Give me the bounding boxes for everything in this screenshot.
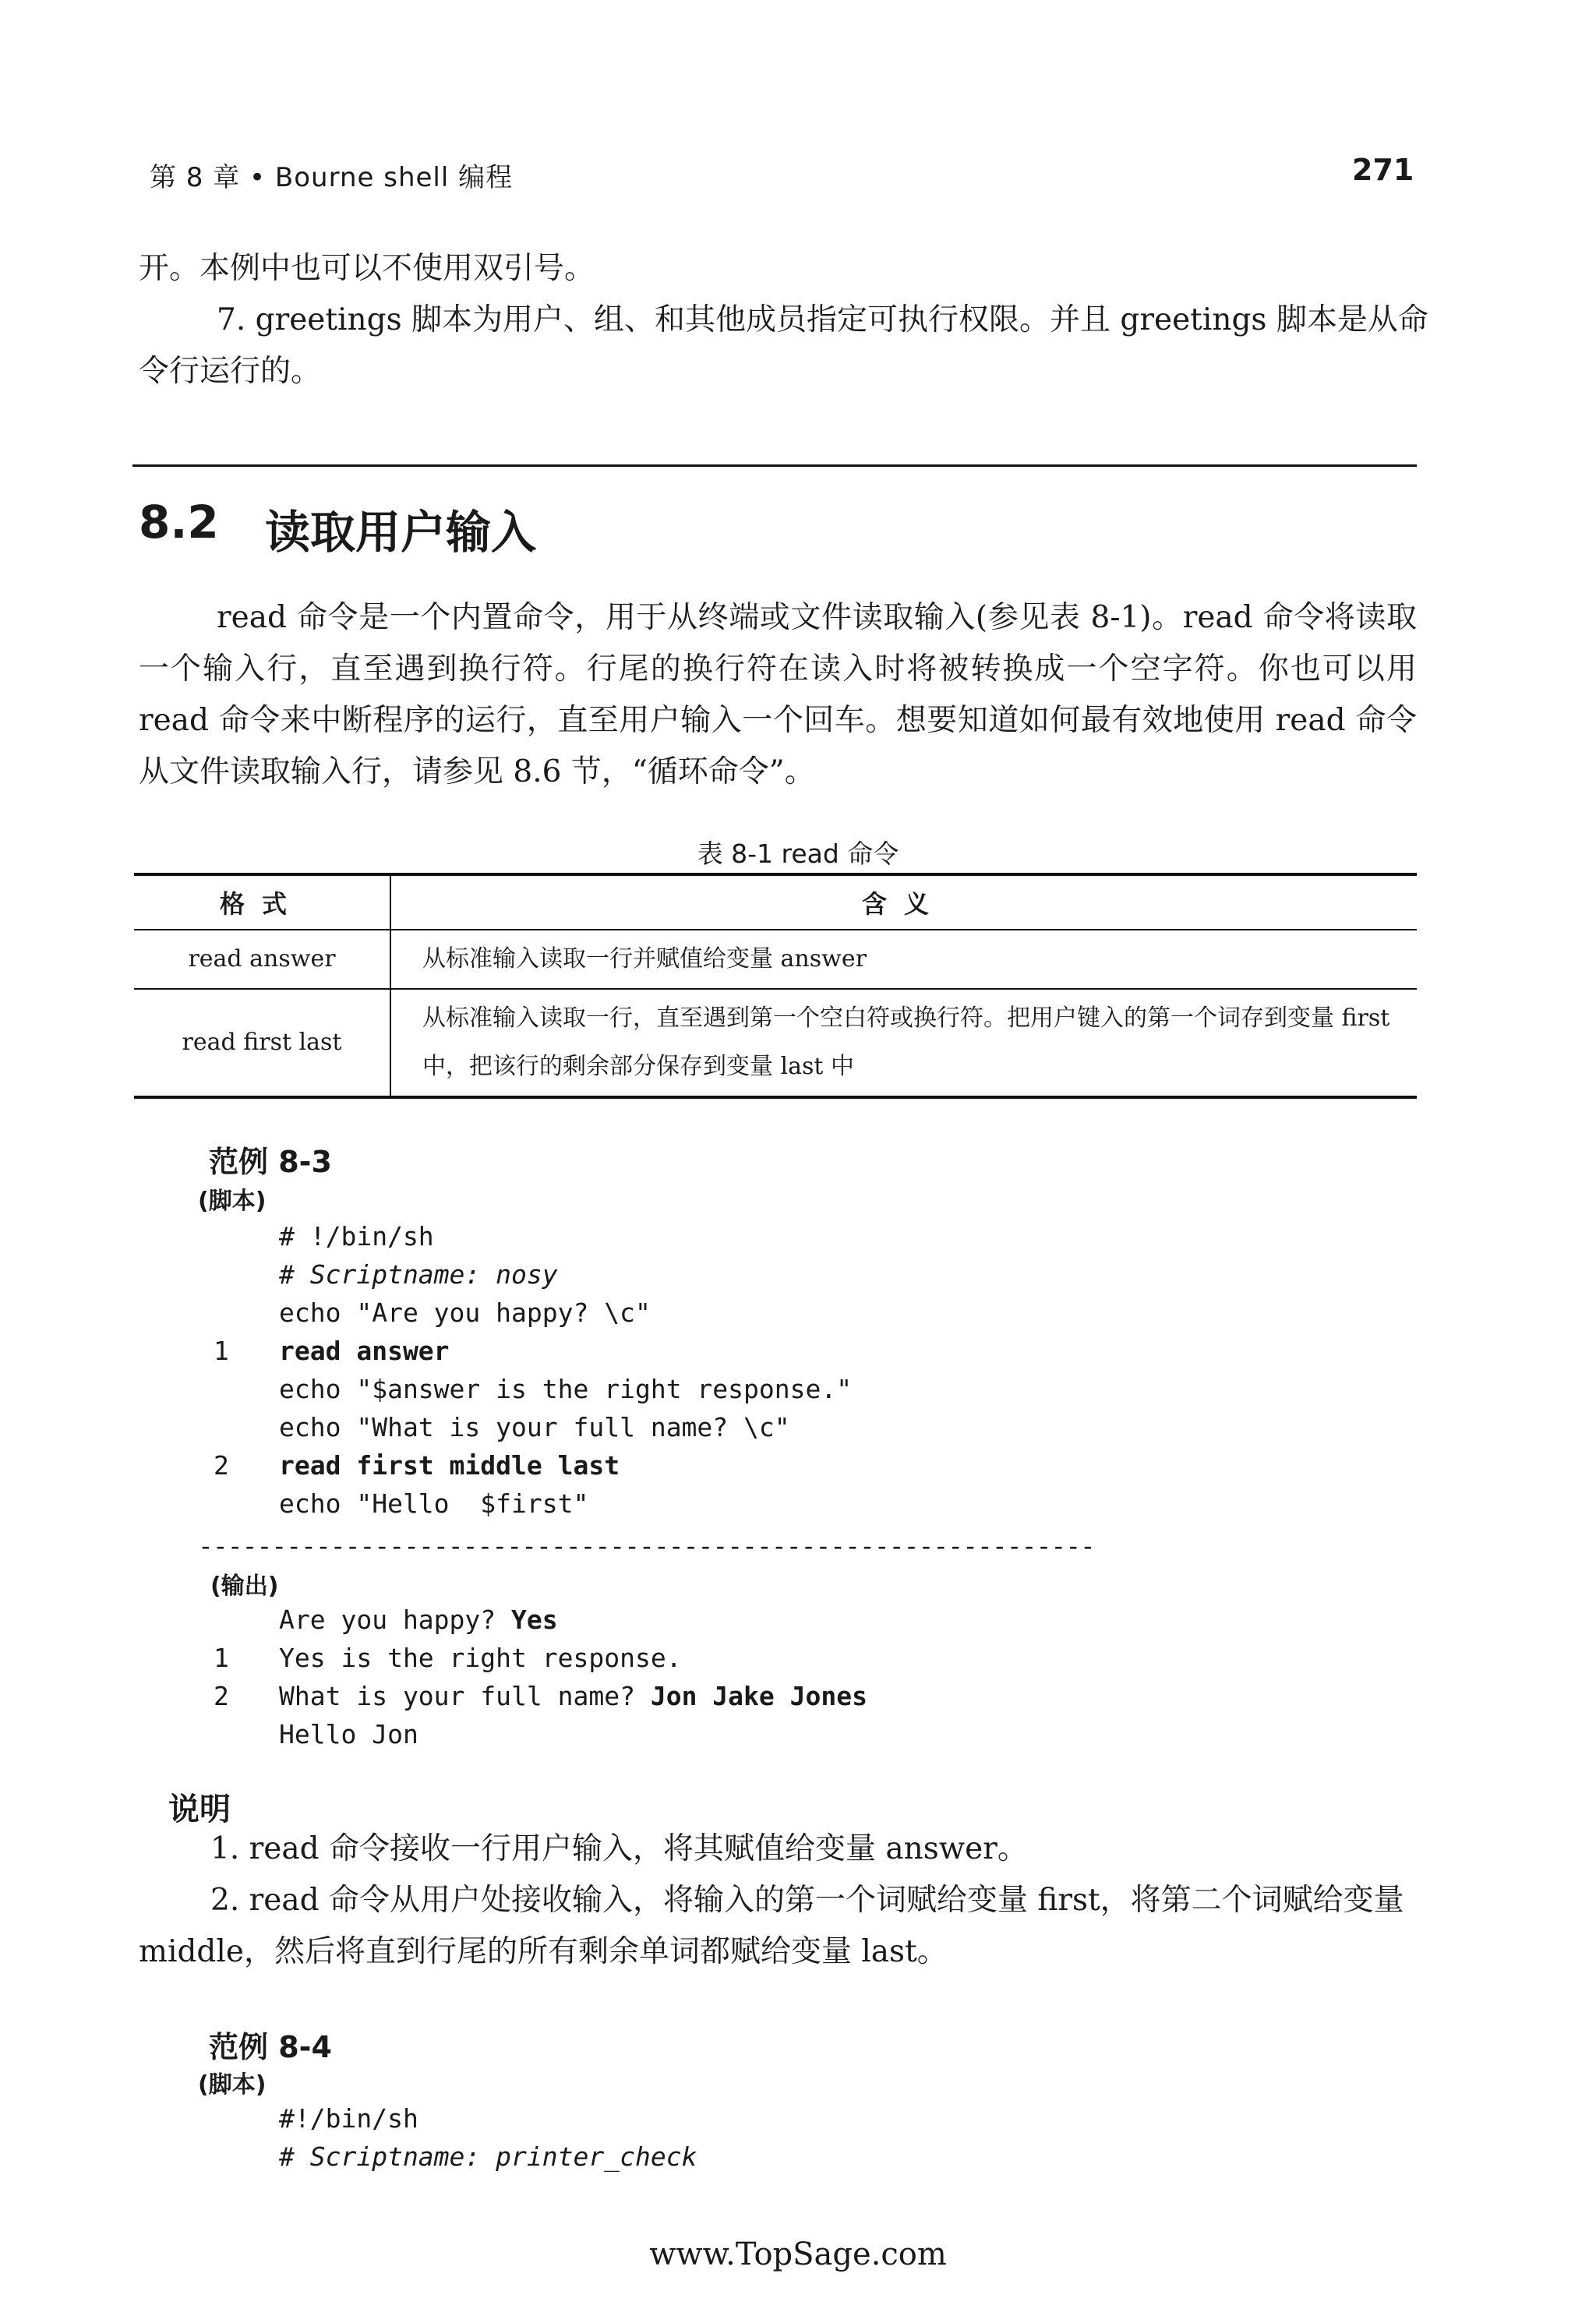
line-number: 2 bbox=[214, 1450, 229, 1481]
user-input-text: Yes bbox=[511, 1605, 558, 1635]
section-body: read 命令是一个内置命令，用于从终端或文件读取输入(参见表 8-1)。read 命令将读取一个输入行，直至遇到换行符。行尾的换行符在读入时将被转换成一个空字符。你也可以用 read 命令来中断程序的运行，直至用户输入一个回车。想要知道如何最有效地使用 read 命令从文件读取输入行，请参见 8.6 节，“循环命令”。 bbox=[139, 600, 1417, 789]
footer-url: www.TopSage.com bbox=[649, 2237, 947, 2272]
code-line bbox=[279, 1332, 450, 1370]
page-number: 271 bbox=[1352, 153, 1414, 187]
table-caption: 表 8-1 read 命令 bbox=[697, 838, 899, 869]
code-line: echo "Are you happy? \c" bbox=[279, 1297, 651, 1328]
section-number: 8.2 bbox=[139, 496, 219, 549]
note-item-2: 2. read 命令从用户处接收输入，将输入的第一个词赋给变量 first，将第二个词赋给变量 middle，然后将直到行尾的所有剩余单词都赋给变量 last。 bbox=[139, 1883, 1404, 1969]
code-bold: read answer bbox=[279, 1336, 450, 1366]
table-header-row bbox=[134, 874, 1417, 930]
example-title: 范例 8-3 bbox=[209, 1145, 332, 1179]
section-title: 读取用户输入 bbox=[265, 506, 537, 559]
code-line: #!/bin/sh bbox=[279, 2103, 418, 2134]
code-line bbox=[279, 1255, 558, 1294]
chapter-header: 第 8 章 • Bourne shell 编程 bbox=[150, 162, 514, 193]
output-line bbox=[279, 1715, 418, 1753]
line-number: 1 bbox=[214, 1643, 229, 1673]
table-cell-meaning: 从标准输入读取一行并赋值给变量 answer bbox=[390, 930, 1417, 989]
code-bold: read first middle last bbox=[279, 1450, 620, 1481]
notes-title: 说明 bbox=[168, 1792, 231, 1827]
line-number: 2 bbox=[214, 1681, 229, 1711]
code-line: echo "Hello $first" bbox=[279, 1488, 589, 1519]
table-cell-format: read first last bbox=[134, 989, 390, 1097]
read-command-table bbox=[134, 873, 1417, 1099]
output-separator: ------------------------------------------------------------- bbox=[198, 1530, 1095, 1561]
intro-paragraph-2: 7. greetings 脚本为用户、组、和其他成员指定可执行权限。并且 greetings 脚本是从命令行运行的。 bbox=[139, 302, 1428, 389]
section-divider bbox=[132, 464, 1417, 467]
code-line: # !/bin/sh bbox=[279, 1221, 434, 1252]
output-text: Hello Jon bbox=[279, 1719, 418, 1749]
table-row bbox=[134, 930, 1417, 989]
output-text: Are you happy? bbox=[279, 1605, 512, 1635]
script-label: (脚本) bbox=[198, 2071, 267, 2099]
code-line: echo "$answer is the right response." bbox=[279, 1374, 853, 1404]
table-cell-meaning: 从标准输入读取一行，直至遇到第一个空白符或换行符。把用户键入的第一个词存到变量 first 中，把该行的剩余部分保存到变量 last 中 bbox=[390, 989, 1417, 1097]
code-line bbox=[279, 2138, 697, 2176]
line-number: 1 bbox=[214, 1336, 229, 1366]
intro-paragraph-1: 开。本例中也可以不使用双引号。 bbox=[139, 251, 595, 286]
table-row bbox=[134, 989, 1417, 1097]
output-line bbox=[279, 1677, 867, 1715]
user-input-text: Jon Jake Jones bbox=[650, 1681, 867, 1711]
code-line: echo "What is your full name? \c" bbox=[279, 1412, 790, 1442]
code-comment: # Scriptname: printer_check bbox=[279, 2141, 697, 2172]
table-cell-format: read answer bbox=[134, 930, 390, 989]
code-line bbox=[279, 1446, 620, 1485]
code-comment: # Scriptname: nosy bbox=[279, 1259, 558, 1290]
output-line bbox=[279, 1639, 682, 1677]
example-title: 范例 8-4 bbox=[209, 2030, 332, 2064]
output-text: What is your full name? bbox=[279, 1681, 651, 1711]
note-item-1: 1. read 命令接收一行用户输入，将其赋值给变量 answer。 bbox=[210, 1831, 1028, 1866]
table-header-meaning: 含义 bbox=[390, 874, 1417, 930]
output-text: Yes is the right response. bbox=[279, 1643, 682, 1673]
output-label: (输出) bbox=[210, 1573, 279, 1600]
table-header-format: 格式 bbox=[134, 874, 390, 930]
output-line bbox=[279, 1601, 558, 1639]
script-label: (脚本) bbox=[198, 1188, 267, 1215]
